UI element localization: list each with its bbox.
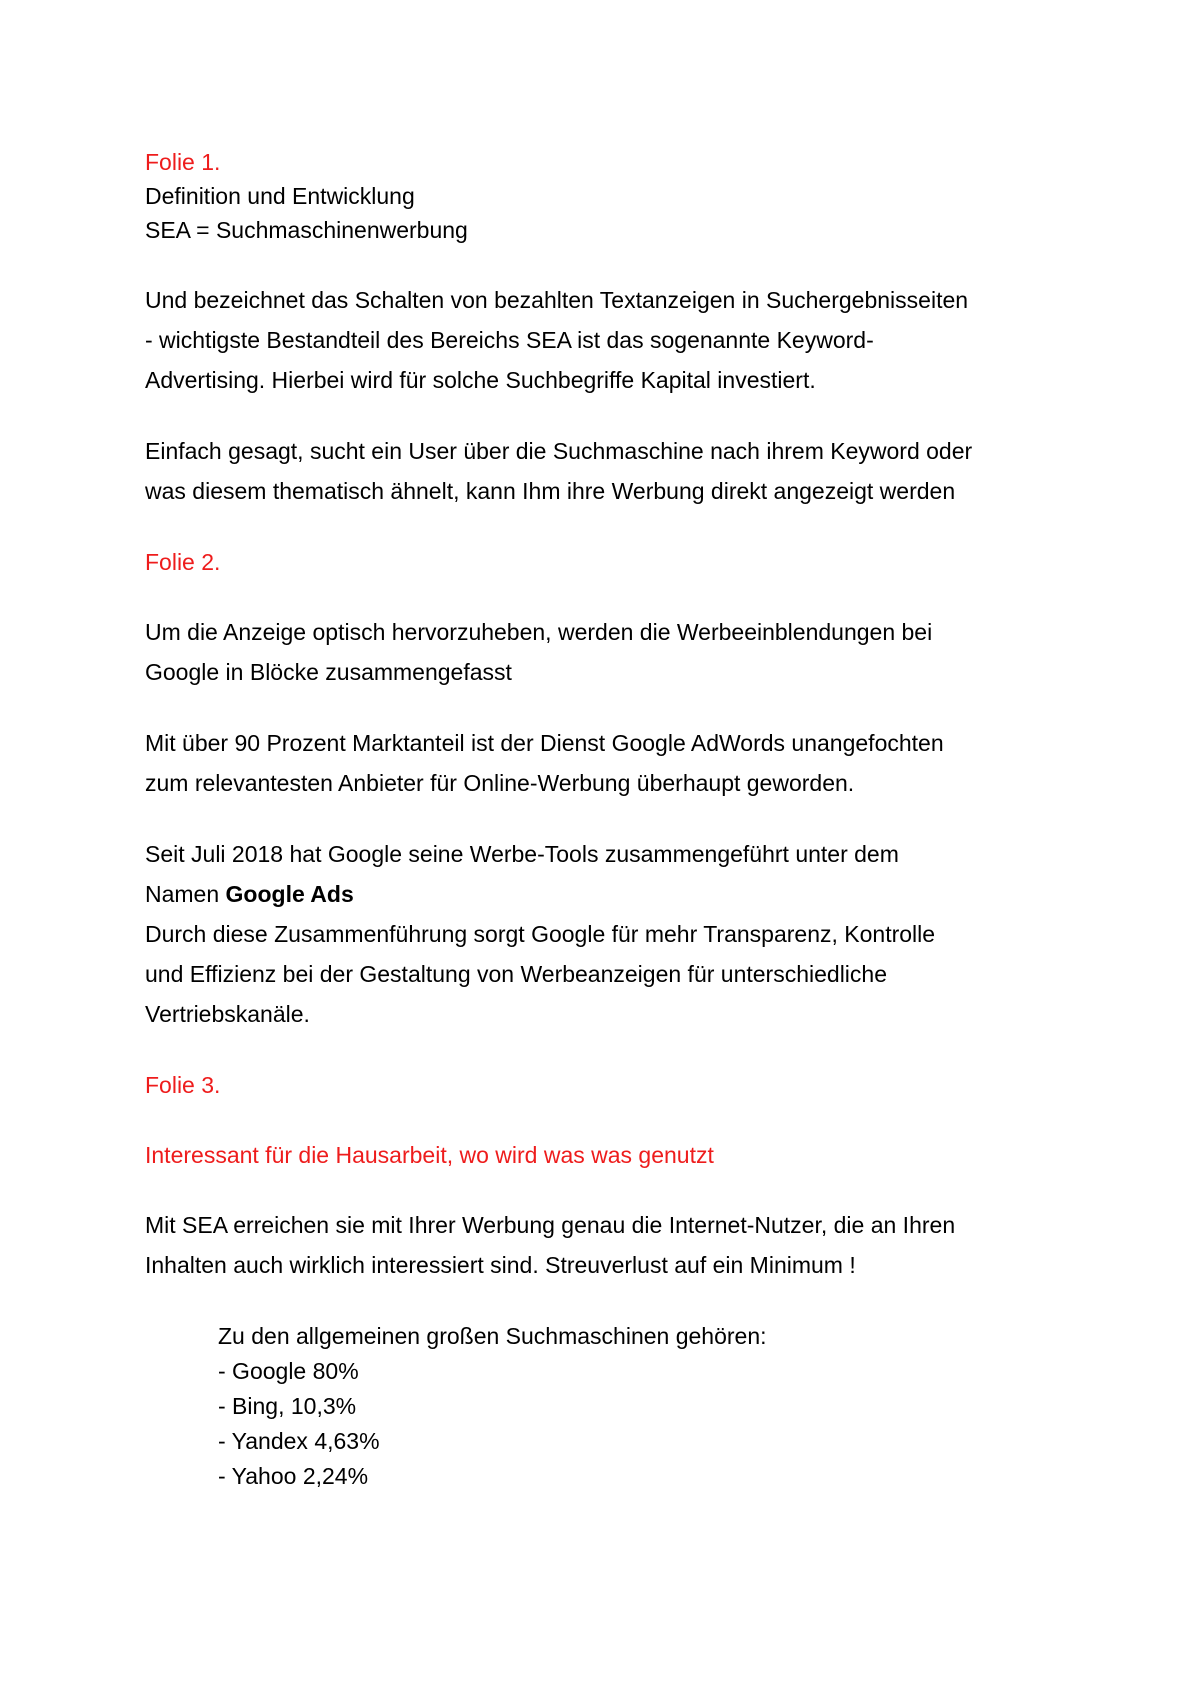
folie1-paragraph1-line: Advertising. Hierbei wird für solche Suchbegriffe Kapital investiert. bbox=[145, 367, 816, 393]
folie3-heading: Folie 3. bbox=[145, 1072, 221, 1098]
google-ads-bold: Google Ads bbox=[225, 881, 354, 907]
folie2-paragraph3-line bbox=[145, 879, 354, 909]
folie2-heading: Folie 2. bbox=[145, 549, 221, 575]
folie1-heading: Folie 1. bbox=[145, 149, 221, 175]
folie2-paragraph2-line: zum relevantesten Anbieter für Online-Werbung überhaupt geworden. bbox=[145, 770, 855, 796]
folie1-title: Definition und Entwicklung bbox=[145, 183, 415, 209]
search-engine-list-item: - Google 80% bbox=[218, 1358, 359, 1384]
search-engine-list-item: - Yahoo 2,24% bbox=[218, 1463, 369, 1489]
folie2-paragraph1-line: Google in Blöcke zusammengefasst bbox=[145, 659, 512, 685]
folie3-paragraph1-line: Mit SEA erreichen sie mit Ihrer Werbung genau die Internet-Nutzer, die an Ihren bbox=[145, 1212, 956, 1238]
folie1-paragraph2-line: was diesem thematisch ähnelt, kann Ihm ihre Werbung direkt angezeigt werden bbox=[145, 478, 956, 504]
search-engine-list-item: - Yandex 4,63% bbox=[218, 1428, 380, 1454]
folie1-definition: SEA = Suchmaschinenwerbung bbox=[145, 217, 468, 243]
folie2-paragraph3-prefix: Namen bbox=[145, 881, 226, 907]
search-engine-list-item: - Bing, 10,3% bbox=[218, 1393, 357, 1419]
folie2-paragraph4-line: und Effizienz bei der Gestaltung von Werbeanzeigen für unterschiedliche bbox=[145, 961, 887, 987]
folie1-paragraph1-line: Und bezeichnet das Schalten von bezahlten Textanzeigen in Suchergebnisseiten bbox=[145, 287, 969, 313]
folie3-paragraph1-line: Inhalten auch wirklich interessiert sind. Streuverlust auf ein Minimum ! bbox=[145, 1252, 856, 1278]
folie2-paragraph3-line: Seit Juli 2018 hat Google seine Werbe-Tools zusammengeführt unter dem bbox=[145, 841, 899, 867]
folie1-paragraph1-line: - wichtigste Bestandteil des Bereichs SEA ist das sogenannte Keyword- bbox=[145, 327, 874, 353]
folie2-paragraph4-line: Vertriebskanäle. bbox=[145, 1001, 310, 1027]
folie2-paragraph1-line: Um die Anzeige optisch hervorzuheben, werden die Werbeeinblendungen bei bbox=[145, 619, 933, 645]
search-engines-list-title: Zu den allgemeinen großen Suchmaschinen gehören: bbox=[218, 1323, 767, 1349]
folie2-paragraph2-line: Mit über 90 Prozent Marktanteil ist der Dienst Google AdWords unangefochten bbox=[145, 730, 944, 756]
folie2-paragraph4-line: Durch diese Zusammenführung sorgt Google für mehr Transparenz, Kontrolle bbox=[145, 921, 936, 947]
folie1-paragraph2-line: Einfach gesagt, sucht ein User über die Suchmaschine nach ihrem Keyword oder bbox=[145, 438, 973, 464]
folie3-subheading: Interessant für die Hausarbeit, wo wird was was genutzt bbox=[145, 1142, 714, 1168]
